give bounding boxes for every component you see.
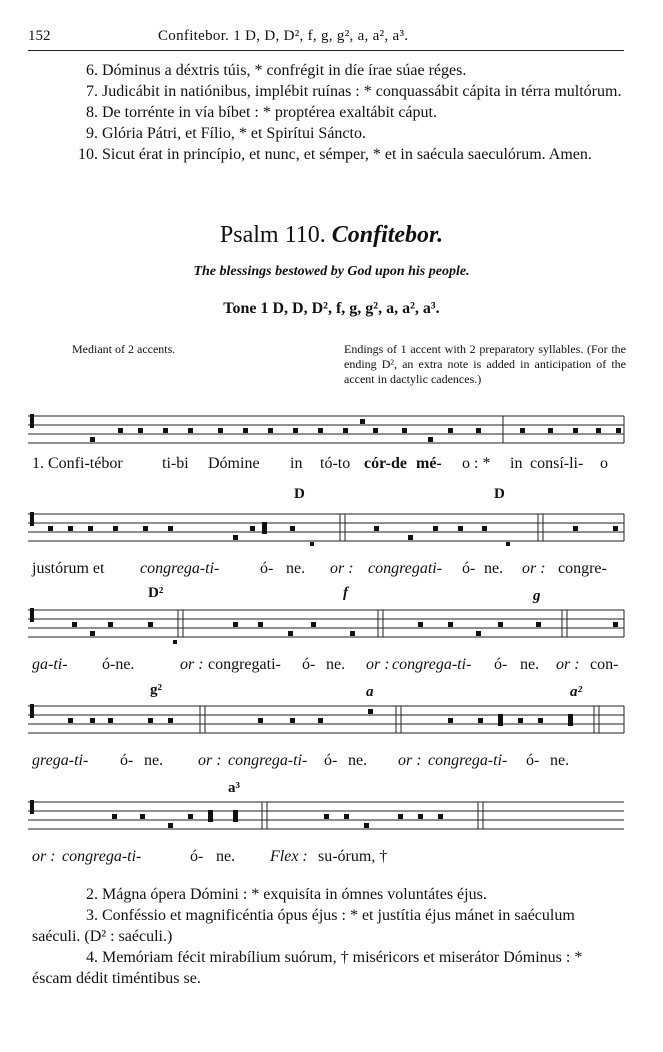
verse-text: Glória Pátri, et Fílio, * et Spirítui Sáncto. [102, 125, 366, 142]
syl: grega-ti- [32, 752, 89, 769]
psalm-subtitle: The blessings bestowed by God upon his people. [193, 264, 470, 279]
verse-3 [32, 905, 626, 947]
staff-5 [28, 796, 626, 840]
syl: ne. [348, 752, 368, 769]
syl: ne. [216, 848, 236, 865]
verse-4 [32, 947, 626, 989]
verse-7 [32, 81, 626, 102]
syl: Dómine [208, 455, 260, 472]
syl: ó- [526, 752, 540, 769]
verse-2 [32, 884, 626, 905]
syl: or : [556, 656, 580, 673]
verse-text: Conféssio et magnificéntia ópus éjus : * et justítia éjus mánet in saéculum saéculi. (D² : saéculi.) [32, 907, 575, 945]
syl: congrega-ti- [428, 752, 508, 769]
staff-4 [28, 700, 626, 744]
ending-label: g [533, 588, 541, 604]
syl: cór-de [364, 455, 407, 472]
syl: or : [330, 560, 354, 577]
syl: or : [522, 560, 546, 577]
syl: ne. [484, 560, 504, 577]
syl: or : [32, 848, 56, 865]
syl: or : [180, 656, 204, 673]
syl: congrega-ti- [140, 560, 220, 577]
verse-number: 2. [86, 886, 98, 903]
staff-2 [28, 508, 626, 552]
syl: con- [590, 656, 619, 673]
syl: ne. [326, 656, 346, 673]
syl: ne. [144, 752, 164, 769]
syl: congrega-ti- [392, 656, 472, 673]
verse-text: Sicut érat in princípio, et nunc, et sémper, * et in saécula saeculórum. Amen. [102, 146, 592, 163]
syl: ó- [494, 656, 508, 673]
syl: congregati- [368, 560, 443, 577]
syl: or : [398, 752, 422, 769]
verse-number: 4. [86, 949, 98, 966]
syl: in [510, 455, 523, 472]
ending-label: g² [150, 682, 162, 698]
syl: ne. [286, 560, 306, 577]
ending-label: a² [570, 684, 582, 700]
verse-text: Dóminus a déxtris túis, * confrégit in díe írae súae réges. [102, 62, 467, 79]
verse-text: De torrénte in vía bíbet : * proptérea exaltábit cáput. [102, 104, 437, 121]
syl: consí-li- [530, 455, 584, 472]
syl: 1. Confi-tébor [32, 455, 123, 472]
syl: ti-bi [162, 455, 189, 472]
verse-text: Memóriam fécit mirabílium suórum, † miséricors et miserátor Dóminus : * éscam dédit timéntibus se. [32, 949, 583, 987]
psalm-title [0, 222, 663, 249]
syl: Flex : [270, 848, 308, 865]
ending-label: a³ [228, 780, 240, 796]
syl: ó- [120, 752, 134, 769]
verse-number: 9. [86, 125, 98, 142]
verse-number: 6. [86, 62, 98, 79]
endings-note: Endings of 1 accent with 2 preparatory syllables. (For the ending D², an extra note is added in anticipation of the accent in dactylic cadences.) [344, 342, 626, 386]
tone-heading: Tone 1 D, D, D², f, g, g², a, a², a³. [223, 300, 440, 317]
verse-number: 10. [78, 146, 98, 163]
verses-top [32, 60, 626, 165]
syl: in [290, 455, 303, 472]
page-header [28, 28, 624, 51]
verse-number: 3. [86, 907, 98, 924]
syl: congregati- [208, 656, 281, 673]
syl: ó- [324, 752, 338, 769]
syl: ó-ne. [102, 656, 135, 673]
psalm-name: Confitebor. [331, 222, 444, 248]
syl: ó- [260, 560, 274, 577]
syl: congrega-ti- [228, 752, 308, 769]
syl: congrega-ti- [62, 848, 142, 865]
syl: or : [198, 752, 222, 769]
verse-10 [32, 144, 626, 165]
syl: o [600, 455, 608, 472]
syl: su-órum, † [318, 848, 388, 865]
page-number: 152 [28, 28, 51, 44]
verses-bottom [32, 884, 626, 989]
verse-8 [32, 102, 626, 123]
staff-1 [28, 410, 626, 450]
ending-label: D [494, 486, 505, 502]
syl: ne. [520, 656, 540, 673]
syl: ga-ti- [32, 656, 68, 673]
syl: or : [366, 656, 390, 673]
syl: justórum et [32, 560, 105, 577]
ending-label: D [294, 486, 305, 502]
syl: mé- [416, 455, 442, 472]
ending-label: f [343, 585, 348, 601]
staff-3 [28, 604, 626, 648]
syl: ó- [190, 848, 204, 865]
verse-9 [32, 123, 626, 144]
mediant-note: Mediant of 2 accents. [72, 342, 176, 356]
syl: ó- [302, 656, 316, 673]
syl: ne. [550, 752, 570, 769]
syl: congre- [558, 560, 607, 577]
syl: tó-to [320, 455, 351, 472]
ending-label: D² [148, 585, 164, 601]
verse-number: 8. [86, 104, 98, 121]
verse-6 [32, 60, 626, 81]
verse-number: 7. [86, 83, 98, 100]
verse-text: Mágna ópera Dómini : * exquisíta in ómnes voluntátes éjus. [102, 886, 487, 903]
syl: ó- [462, 560, 476, 577]
do-clef [30, 414, 34, 428]
psalm-number: Psalm 110. [219, 222, 326, 248]
ending-label: a [366, 684, 374, 700]
syl: o : * [462, 455, 491, 472]
running-title: Confitebor. 1 D, D, D², f, g, g², a, a², a³. [158, 28, 409, 44]
verse-text: Judicábit in natiónibus, implébit ruínas : * conquassábit cápita in térra multórum. [102, 83, 622, 100]
